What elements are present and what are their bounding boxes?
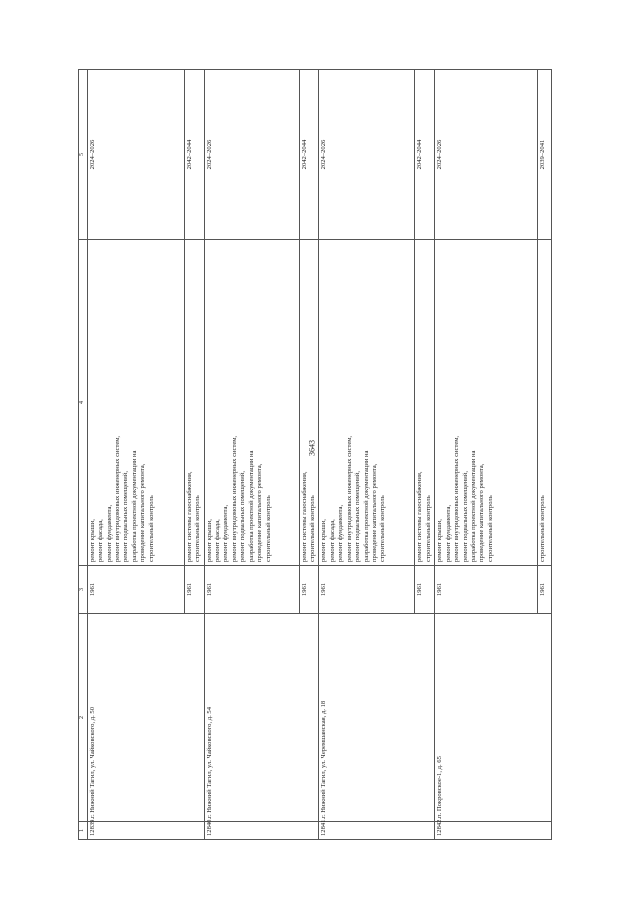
header-cell: 4 [79, 240, 88, 566]
rotated-table-container [78, 70, 578, 840]
work-item: проведение капитального ремонта, [256, 463, 264, 562]
row-period: 2024–2026 [435, 70, 538, 240]
row-works [319, 240, 415, 566]
row-year: 1961 [435, 566, 538, 614]
work-item: строительный контроль [147, 495, 155, 562]
work-item: ремонт фасада, [97, 519, 105, 562]
header-cell: 1 [79, 822, 88, 840]
work-item: ремонт внутридомовых инженерных систем, [230, 435, 238, 562]
work-item: ремонт подвальных помещений, [122, 471, 130, 562]
work-item: строительный контроль [308, 495, 316, 562]
work-item: ремонт подвальных помещений, [354, 471, 362, 562]
page-number-text: 3643 [307, 440, 317, 456]
work-item: ремонт системы газоснабжения, [416, 471, 424, 562]
header-cell: 2 [79, 614, 88, 822]
row-period: 2024–2026 [204, 70, 299, 240]
work-item: ремонт системы газоснабжения, [300, 471, 308, 562]
work-item: ремонт системы газоснабжения, [185, 471, 193, 562]
work-item: проведение капитального ремонта, [478, 463, 486, 562]
table-header-row [79, 70, 88, 840]
row-number: 12839. [87, 822, 204, 840]
row-number: 12842. [435, 822, 552, 840]
work-item: ремонт фундамента, [444, 504, 452, 562]
subrow-period: 2039–2041 [538, 70, 552, 240]
table-row [319, 70, 415, 840]
work-item: строительный контроль [194, 495, 202, 562]
subrow-works [538, 240, 552, 566]
row-year: 1961 [87, 566, 184, 614]
row-address: г. Нижний Тагил, ул. Черемшанская, д. 18 [319, 614, 435, 822]
work-item: разработка проектной документации на [247, 450, 255, 562]
repair-schedule-table [78, 69, 552, 840]
work-item: ремонт фундамента, [222, 504, 230, 562]
work-item: строительный контроль [539, 495, 547, 562]
row-number: 12841. [319, 822, 435, 840]
table-row [87, 70, 184, 840]
work-item: разработка проектной документации на [362, 450, 370, 562]
work-item: ремонт фасада, [213, 519, 221, 562]
subrow-works [299, 240, 319, 566]
work-item: разработка проектной документации на [130, 450, 138, 562]
header-cell: 3 [79, 566, 88, 614]
subrow-year: 1961 [538, 566, 552, 614]
subrow-works [184, 240, 204, 566]
work-item: ремонт внутридомовых инженерных систем, [113, 435, 121, 562]
row-period: 2024–2026 [319, 70, 415, 240]
work-item: ремонт крыши, [88, 519, 96, 562]
row-address: г. Нижний Тагил, ул. Чайковского, д. 54 [204, 614, 319, 822]
subrow-period: 2042–2044 [415, 70, 435, 240]
work-item: ремонт подвальных помещений, [461, 471, 469, 562]
work-item: ремонт крыши, [320, 519, 328, 562]
work-item: ремонт крыши, [436, 519, 444, 562]
work-item: строительный контроль [264, 495, 272, 562]
row-address: п. Покровское-1, д. 65 [435, 614, 552, 822]
work-item: строительный контроль [424, 495, 432, 562]
work-item: разработка проектной документации на [470, 450, 478, 562]
row-works [435, 240, 538, 566]
work-item: ремонт внутридомовых инженерных систем, [345, 435, 353, 562]
work-item: проведение капитального ремонта, [139, 463, 147, 562]
row-works [204, 240, 299, 566]
header-cell: 5 [79, 70, 88, 240]
work-item: строительный контроль [486, 495, 494, 562]
row-number: 12840. [204, 822, 319, 840]
work-item: ремонт внутридомовых инженерных систем, [453, 435, 461, 562]
subrow-works [415, 240, 435, 566]
subrow-year: 1961 [184, 566, 204, 614]
work-item: ремонт подвальных помещений, [239, 471, 247, 562]
work-item: ремонт фундамента, [105, 504, 113, 562]
work-item: проведение капитального ремонта, [371, 463, 379, 562]
subrow-period: 2042–2044 [299, 70, 319, 240]
row-address: г. Нижний Тагил, ул. Чайковского, д. 50 [87, 614, 204, 822]
work-item: ремонт фундамента, [337, 504, 345, 562]
subrow-period: 2042–2044 [184, 70, 204, 240]
work-item: строительный контроль [379, 495, 387, 562]
subrow-year: 1961 [415, 566, 435, 614]
row-works [87, 240, 184, 566]
work-item: ремонт фасада, [328, 519, 336, 562]
row-year: 1961 [319, 566, 415, 614]
row-period: 2024–2026 [87, 70, 184, 240]
table-row [435, 70, 538, 840]
subrow-year: 1961 [299, 566, 319, 614]
work-item: ремонт крыши, [205, 519, 213, 562]
table-row [204, 70, 299, 840]
row-year: 1961 [204, 566, 299, 614]
